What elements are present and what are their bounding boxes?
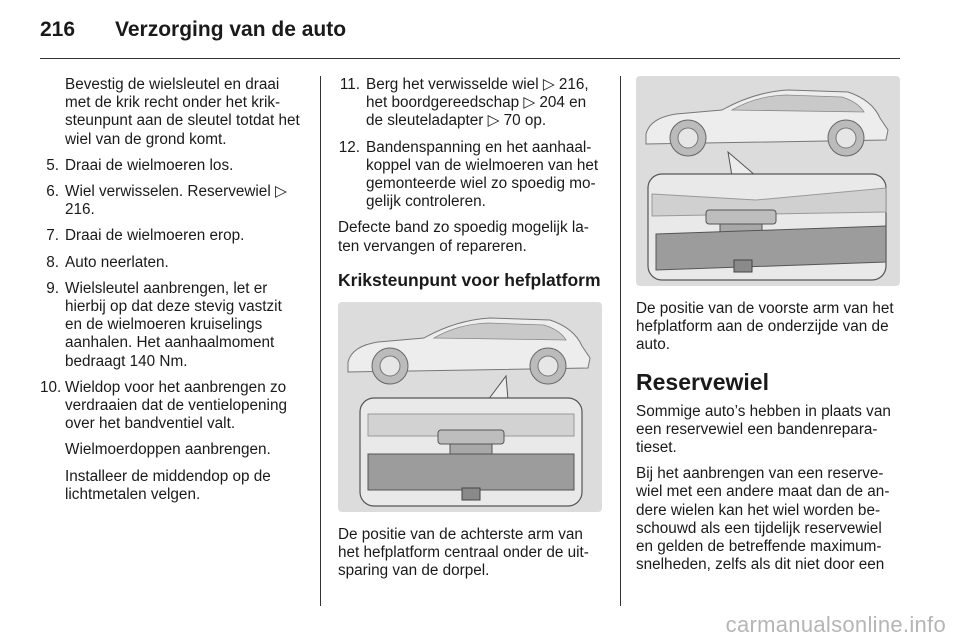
list-item (40, 183, 302, 219)
item-number: 10. (40, 378, 62, 396)
column-3 (636, 76, 902, 582)
paragraph: Installeer de middendop op de lichtmetalen velgen. (65, 467, 271, 503)
list-item (40, 227, 302, 245)
item-text: Wielsleutel aanbrengen, let er hierbij op dat deze stevig vastzit en de wielmoeren kruiselings aanhalen. Het aanhaalmoment bedraagt 140 Nm. (65, 279, 282, 370)
paragraph: Bij het aanbrengen van een reserve-wiel met een andere maat dan de an-dere wielen kan het wiel worden be-schouwd als een tijdelijk reservewiel en gelden de betreffende maximum-snelheden, zelfs als dit niet door een (636, 465, 890, 574)
rear-jack-point-drawing (338, 302, 602, 512)
item-text: Bandenspanning en het aanhaal-koppel van de wielmoeren van het gemonteerde wiel zo spoedig mo-gelijk controleren. (366, 138, 599, 211)
section-heading: Kriksteunpunt voor hefplatform (338, 269, 601, 290)
item-number: 6. (46, 183, 59, 201)
front-jack-point-illustration (636, 76, 900, 286)
paragraph: Sommige auto’s hebben in plaats van een reservewiel een bandenrepara-tieset. (636, 402, 891, 457)
item-text: Wieldop voor het aanbrengen zo verdraaien dat de ventielopening over het bandventiel valt. (65, 378, 287, 433)
watermark: carmanualsonline.info (725, 612, 946, 637)
column-divider-1 (320, 76, 321, 606)
paragraph: Defecte band zo spoedig mogelijk la-ten vervangen of repareren. (338, 219, 589, 255)
paragraph: Wielmoerdoppen aanbrengen. (65, 441, 271, 459)
section-heading: Reservewiel (636, 368, 769, 395)
column-1 (40, 76, 302, 512)
list-item (40, 157, 302, 175)
item-number: 9. (46, 279, 59, 297)
list-item (338, 76, 604, 131)
item-number: 12. (338, 138, 360, 156)
header-rule (40, 58, 900, 59)
rear-jack-point-illustration (338, 302, 602, 512)
item-text: Draai de wielmoeren erop. (65, 227, 245, 245)
item-text: Auto neerlaten. (65, 253, 169, 271)
page-number: 216 (40, 18, 76, 41)
item-text: Draai de wielmoeren los. (65, 156, 234, 174)
item-number: 7. (46, 227, 59, 245)
intro-paragraph: Bevestig de wielsleutel en draai met de krik recht onder het krik-steunpunt aan de sleutel totdat het wiel van de grond komt. (65, 76, 300, 148)
page-title: Verzorging van de auto (115, 18, 347, 41)
list-item (338, 139, 604, 212)
figure-caption: De positie van de voorste arm van het hefplatform aan de onderzijde van de auto. (636, 300, 894, 354)
page-header (40, 14, 900, 50)
item-number: 11. (339, 76, 360, 93)
item-number: 8. (46, 253, 59, 271)
item-number: 5. (46, 156, 59, 174)
front-jack-point-drawing (636, 76, 900, 286)
column-divider-2 (620, 76, 621, 606)
item-text: Berg het verwisselde wiel ▷ 216, het boordgereedschap ▷ 204 en de sleuteladapter ▷ 70 op. (366, 76, 589, 130)
list-item (40, 254, 302, 272)
list-item (40, 280, 302, 371)
column-2 (338, 76, 604, 588)
item-text: Wiel verwisselen. Reservewiel ▷ 216. (65, 183, 287, 219)
list-item (40, 379, 302, 434)
figure-caption: De positie van de achterste arm van het hefplatform centraal onder de uit-sparing van de dorpel. (338, 525, 589, 580)
